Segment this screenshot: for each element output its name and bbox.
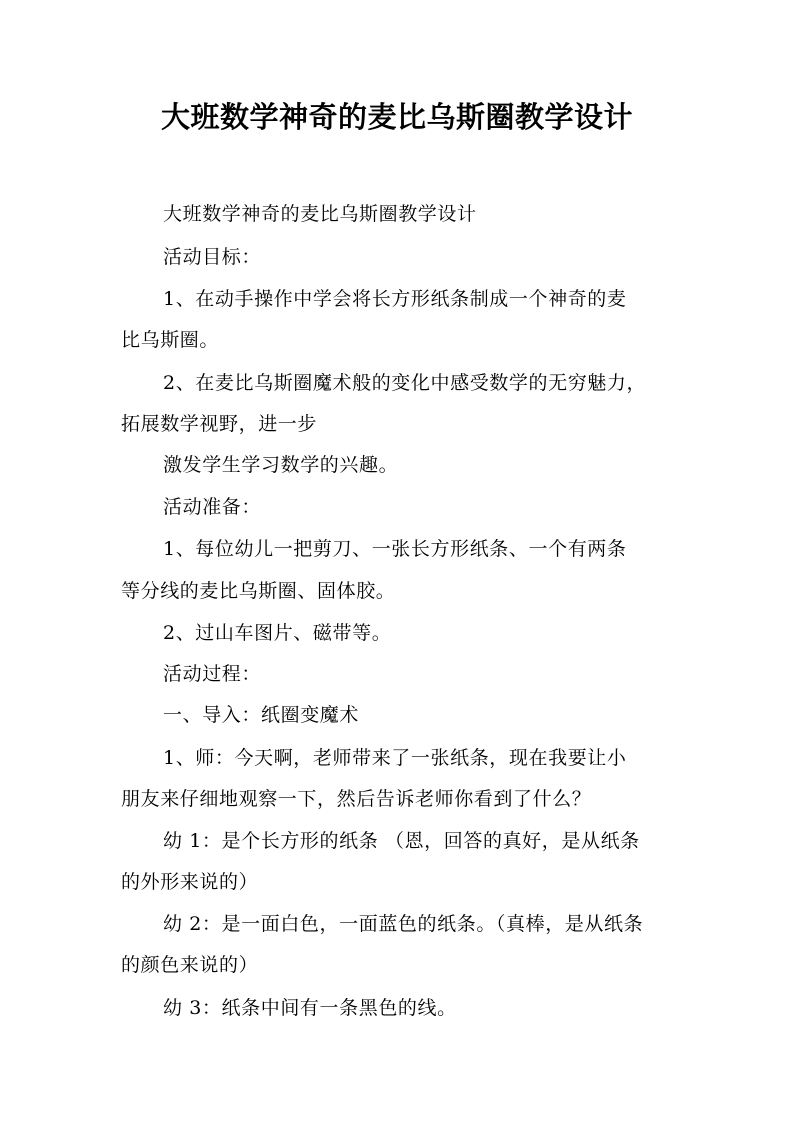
document-title: 大班数学神奇的麦比乌斯圈教学设计	[160, 100, 633, 134]
paragraph-line: 1、在动手操作中学会将长方形纸条制成一个神奇的麦	[163, 288, 627, 310]
paragraph-line: 1、师：今天啊，老师带来了一张纸条，现在我要让小	[163, 747, 627, 769]
paragraph-line: 比乌斯圈。	[121, 329, 220, 351]
paragraph-line: 活动过程：	[163, 663, 262, 685]
paragraph-line: 幼 2：是一面白色，一面蓝色的纸条。（真棒，是从纸条	[163, 913, 644, 935]
paragraph-line: 活动目标：	[163, 246, 262, 268]
paragraph-line: 拓展数学视野，进一步	[121, 413, 318, 435]
paragraph-line: 一、导入：纸圈变魔术	[163, 704, 360, 726]
paragraph-line: 2、在麦比乌斯圈魔术般的变化中感受数学的无穷魅力，	[163, 372, 647, 394]
paragraph-line: 等分线的麦比乌斯圈、固体胶。	[121, 580, 396, 602]
paragraph-line: 幼 1：是个长方形的纸条 （恩，回答的真好，是从纸条	[163, 830, 640, 852]
paragraph-line: 2、过山车图片、磁带等。	[163, 622, 392, 644]
paragraph-line: 幼 3：纸条中间有一条黑色的线。	[163, 997, 457, 1019]
paragraph-line: 大班数学神奇的麦比乌斯圈教学设计	[163, 203, 477, 225]
paragraph-line: 激发学生学习数学的兴趣。	[163, 454, 399, 476]
paragraph-line: 朋友来仔细地观察一下，然后告诉老师你看到了什么？	[121, 788, 592, 810]
paragraph-line: 的颜色来说的）	[121, 954, 259, 976]
paragraph-line: 活动准备：	[163, 496, 262, 518]
paragraph-line: 1、每位幼儿一把剪刀、一张长方形纸条、一个有两条	[163, 538, 627, 560]
paragraph-line: 的外形来说的）	[121, 871, 259, 893]
